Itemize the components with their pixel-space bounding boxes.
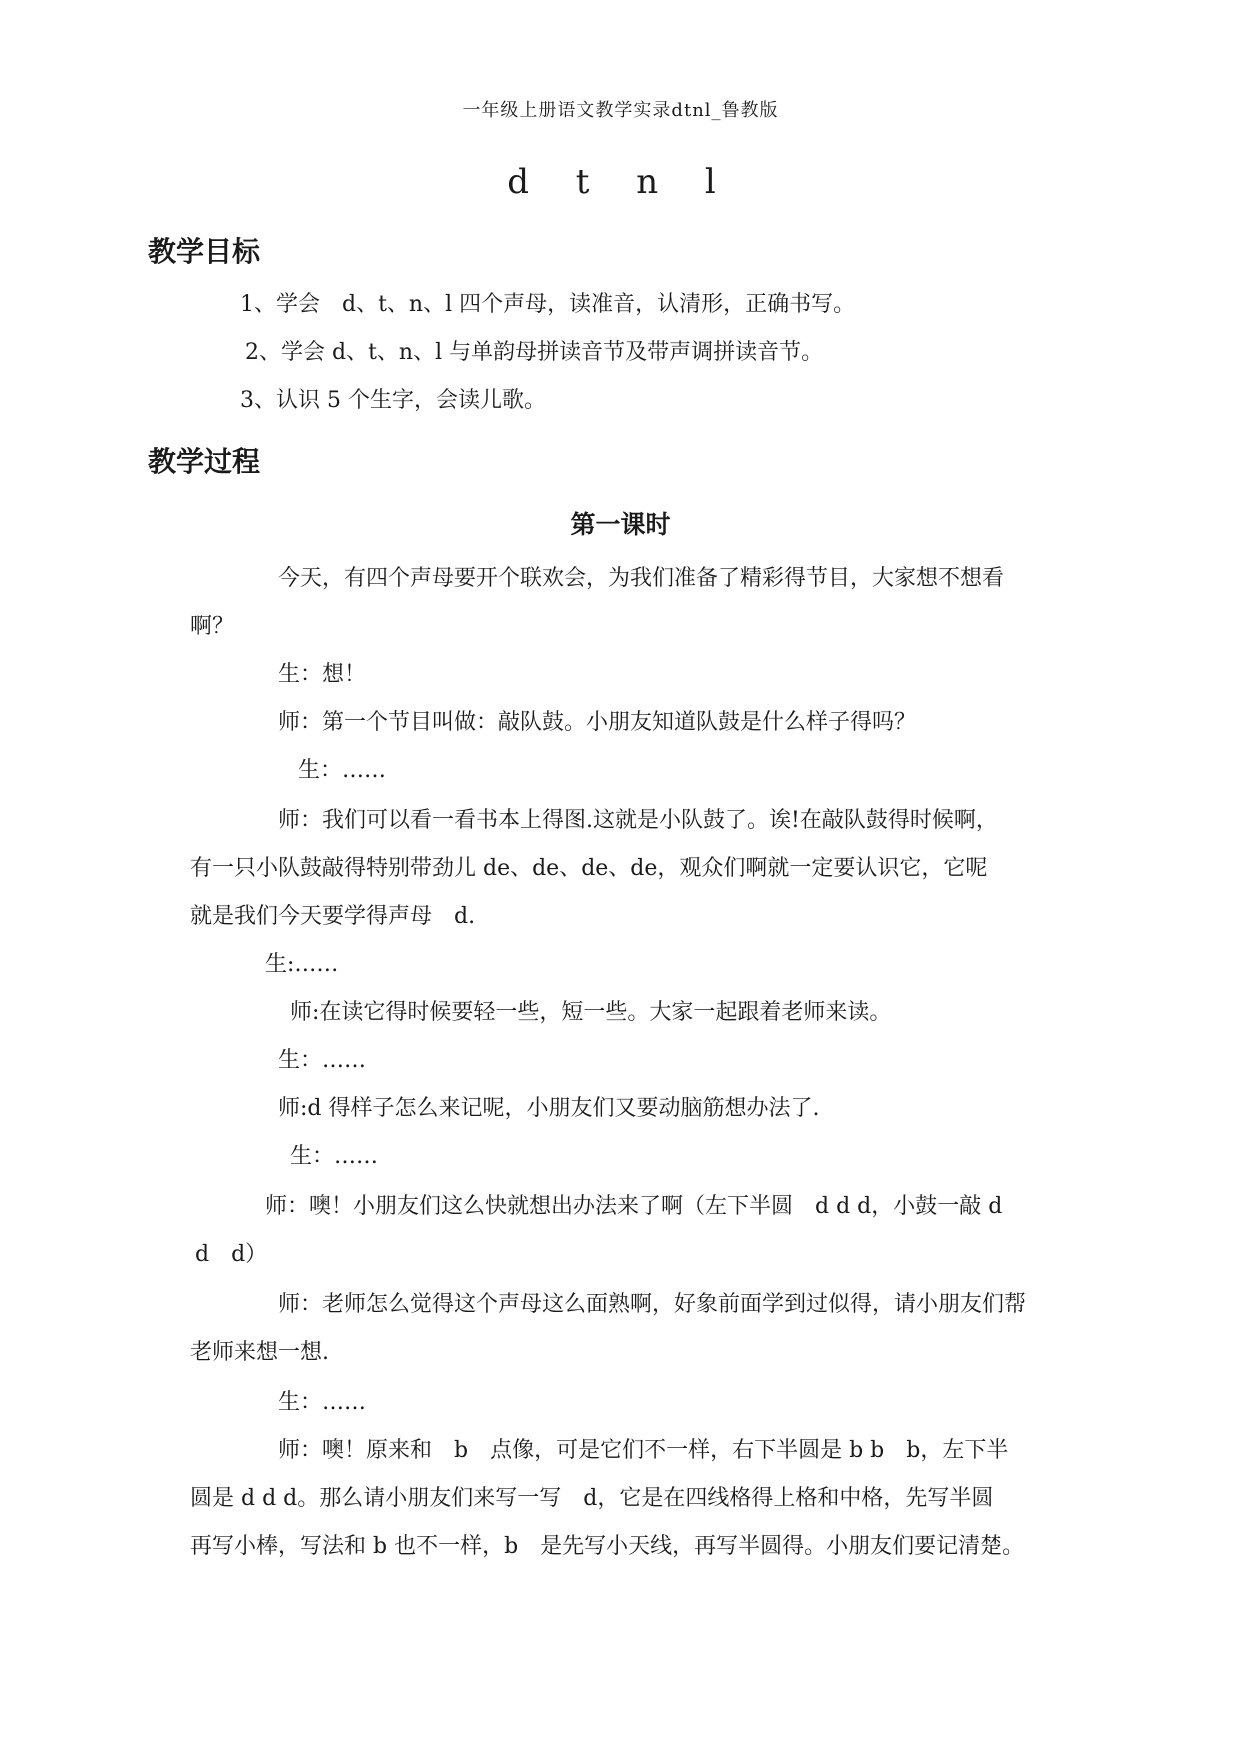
body-line: 师:d 得样子怎么来记呢，小朋友们又要动脑筋想办法了. bbox=[278, 1096, 820, 1121]
body-line: 师:在读它得时候要轻一些，短一些。大家一起跟着老师来读。 bbox=[290, 1000, 892, 1025]
body-line: 生：…… bbox=[298, 758, 387, 783]
running-header: 一年级上册语文教学实录dtnl_鲁教版 bbox=[462, 100, 779, 121]
body-line: 就是我们今天要学得声母 d. bbox=[190, 904, 476, 929]
body-line: 师：第一个节目叫做：敲队鼓。小朋友知道队鼓是什么样子得吗？ bbox=[278, 710, 917, 735]
document-title: d t n l bbox=[507, 162, 734, 202]
body-line: 师：老师怎么觉得这个声母这么面熟啊，好象前面学到过似得，请小朋友们帮 bbox=[278, 1292, 1027, 1317]
body-line: 再写小棒，写法和 b 也不一样，b 是先写小天线，再写半圆得。小朋友们要记清楚。 bbox=[190, 1534, 1025, 1559]
body-line: 生：想！ bbox=[278, 662, 367, 687]
goal-item: 1、学会 d、t、n、l 四个声母，读准音，认清形，正确书写。 bbox=[240, 292, 856, 317]
process-heading: 教学过程 bbox=[148, 445, 261, 478]
goal-item: 3、认识 5 个生字，会读儿歌。 bbox=[240, 388, 546, 413]
body-line: d d） bbox=[195, 1242, 268, 1267]
lesson-heading: 第一课时 bbox=[570, 510, 671, 539]
body-line: 圆是 d d d。那么请小朋友们来写一写 d，它是在四线格得上格和中格，先写半圆 bbox=[190, 1486, 994, 1511]
body-line: 生：…… bbox=[278, 1048, 367, 1073]
body-line: 啊？ bbox=[190, 614, 235, 639]
body-line: 生：…… bbox=[278, 1390, 367, 1415]
body-line: 生:…… bbox=[265, 952, 339, 977]
body-line: 老师来想一想. bbox=[190, 1340, 329, 1365]
body-line: 师：我们可以看一看书本上得图.这就是小队鼓了。诶!在敲队鼓得时候啊， bbox=[278, 808, 998, 833]
body-line: 今天，有四个声母要开个联欢会，为我们准备了精彩得节目，大家想不想看 bbox=[278, 566, 1005, 591]
body-line: 有一只小队鼓敲得特别带劲儿 de、de、de、de，观众们啊就一定要认识它，它呢 bbox=[190, 856, 988, 881]
goals-heading: 教学目标 bbox=[148, 235, 261, 268]
body-line: 师：噢！小朋友们这么快就想出办法来了啊（左下半圆 d d d，小鼓一敲 d bbox=[265, 1194, 1003, 1219]
body-line: 师：噢！原来和 b 点像，可是它们不一样，右下半圆是 b b b，左下半 bbox=[278, 1438, 1009, 1463]
goal-item: 2、学会 d、t、n、l 与单韵母拼读音节及带声调拼读音节。 bbox=[245, 340, 824, 365]
body-line: 生：…… bbox=[290, 1144, 379, 1169]
